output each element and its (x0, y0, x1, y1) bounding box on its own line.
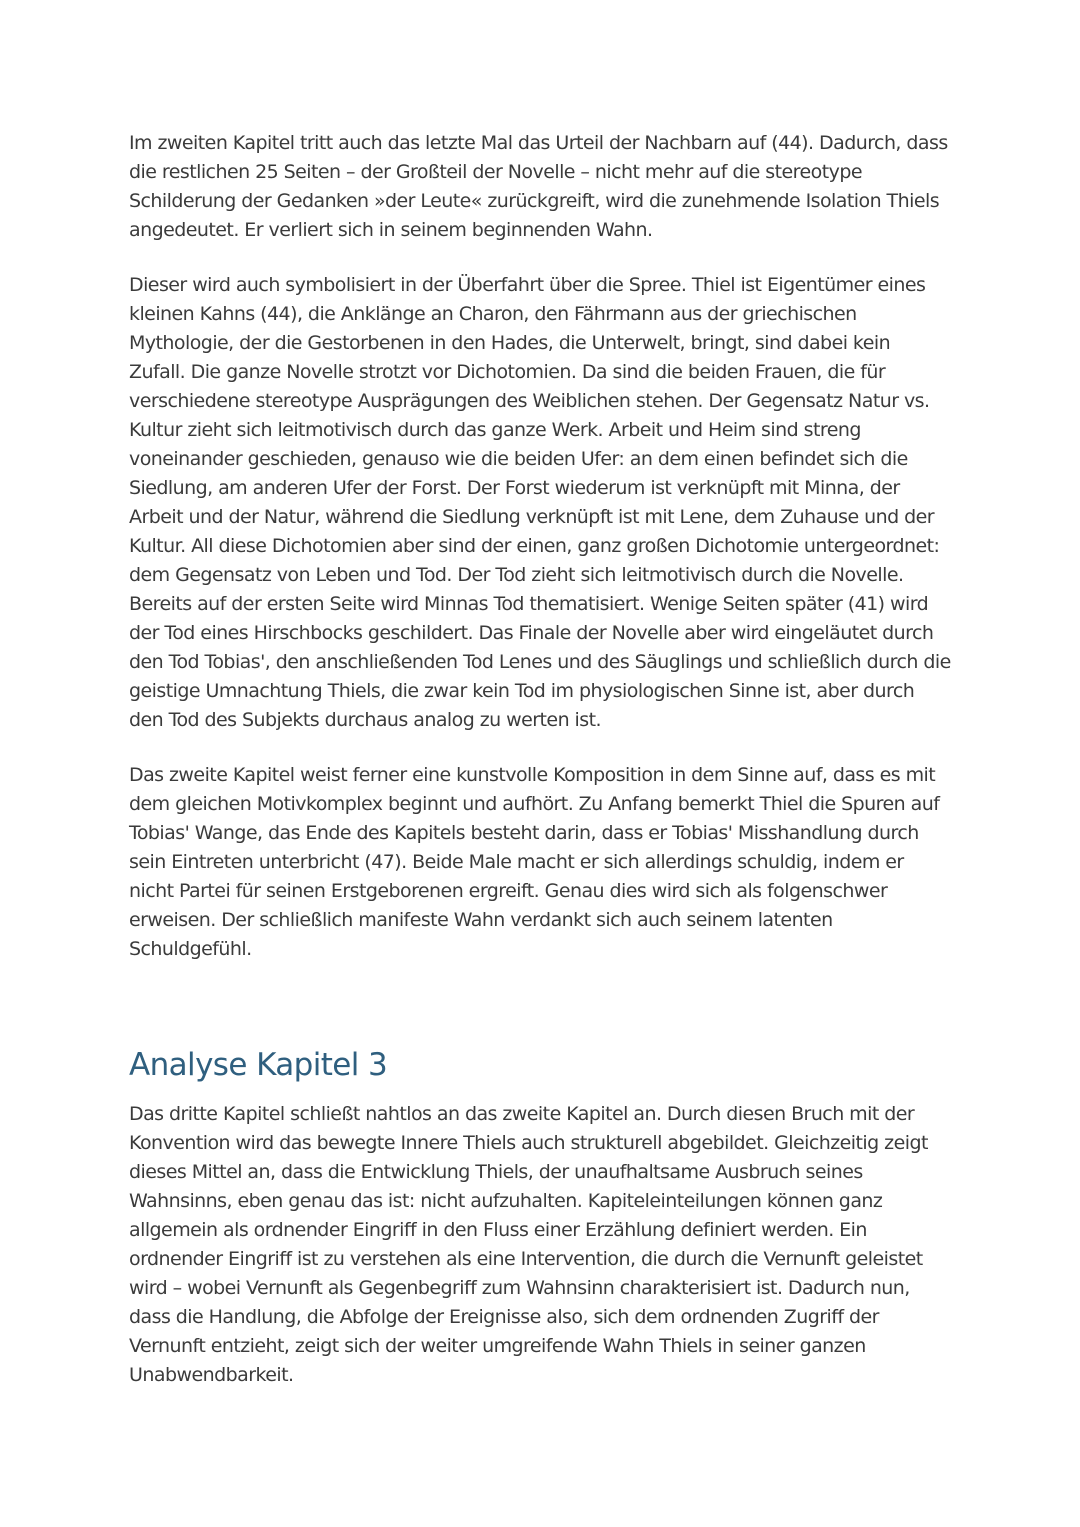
paragraph-kapitel3: Das dritte Kapitel schließt nahtlos an das zweite Kapitel an. Durch diesen Bruch mit der Konvention wird das bewegte Innere Thiels auch strukturell abgebildet. Gleichzeitig zeigt dieses Mittel an, dass die Entwicklung Thiels, der unaufhaltsame Ausbruch seines Wahnsinns, eben genau das ist: nicht aufzuhalten. Kapiteleinteilungen können ganz allgemein als ordnender Eingriff in den Fluss einer Erzählung definiert werden. Ein ordnender Eingriff ist zu verstehen als eine Intervention, die durch die Vernunft geleistet wird – wobei Vernunft als Gegenbegriff zum Wahnsinn charakterisiert ist. Dadurch nun, dass die Handlung, die Abfolge der Ereignisse also, sich dem ordnenden Zugriff der Vernunft entzieht, zeigt sich der weiter umgreifende Wahn Thiels in seiner ganzen Unabwendbarkeit. (129, 1103, 928, 1386)
paragraph-dichotomien: Dieser wird auch symbolisiert in der Überfahrt über die Spree. Thiel ist Eigentümer eines kleinen Kahns (44), die Anklänge an Charon, den Fährmann aus der griechischen Mythologie, der die Gestorbenen in den Hades, die Unterwelt, bringt, sind dabei kein Zufall. Die ganze Novelle strotzt vor Dichotomien. Da sind die beiden Frauen, die für verschiedene stereotype Ausprägungen des Weiblichen stehen. Der Gegensatz Natur vs. Kultur zieht sich leitmotivisch durch das ganze Werk. Arbeit und Heim sind streng voneinander geschieden, genauso wie die beiden Ufer: an dem einen befindet sich die Siedlung, am anderen Ufer der Forst. Der Forst wiederum ist verknüpft mit Minna, der Arbeit und der Natur, während die Siedlung verknüpft ist mit Lene, dem Zuhause und der Kultur. All diese Dichotomien aber sind der einen, ganz großen Dichotomie untergeordnet: dem Gegensatz von Leben und Tod. Der Tod zieht sich leitmotivisch durch die Novelle. Bereits auf der ersten Seite wird Minnas Tod thematisiert. Wenige Seiten später (41) wird der Tod eines Hirschbocks geschildert. Das Finale der Novelle aber wird eingeläutet durch den Tod Tobias', den anschließenden Tod Lenes und des Säuglings und schließlich durch die geistige Umnachtung Thiels, die zwar kein Tod im physiologischen Sinne ist, aber durch den Tod des Subjekts durchaus analog zu werten ist. (129, 274, 951, 731)
section-heading: Analyse Kapitel 3 (129, 1047, 388, 1083)
paragraph-komposition: Das zweite Kapitel weist ferner eine kunstvolle Komposition in dem Sinne auf, dass es mit dem gleichen Motivkomplex beginnt und aufhört. Zu Anfang bemerkt Thiel die Spuren auf Tobias' Wange, das Ende des Kapitels besteht darin, dass er Tobias' Misshandlung durch sein Eintreten unterbricht (47). Beide Male macht er sich allerdings schuldig, indem er nicht Partei für seinen Erstgeborenen ergreift. Genau dies wird sich als folgenschwer erweisen. Der schließlich manifeste Wahn verdankt sich auch seinem latenten Schuldgefühl. (129, 764, 940, 960)
document-body (129, 129, 951, 1416)
paragraph-kapitel2-nachbarn: Im zweiten Kapitel tritt auch das letzte Mal das Urteil der Nachbarn auf (44). Dadurch, dass die restlichen 25 Seiten – der Großteil der Novelle – nicht mehr auf die stereotype Schilderung der Gedanken »der Leute« zurückgreift, wird die zunehmende Isolation Thiels angedeutet. Er verliert sich in seinem beginnenden Wahn. (129, 132, 948, 241)
